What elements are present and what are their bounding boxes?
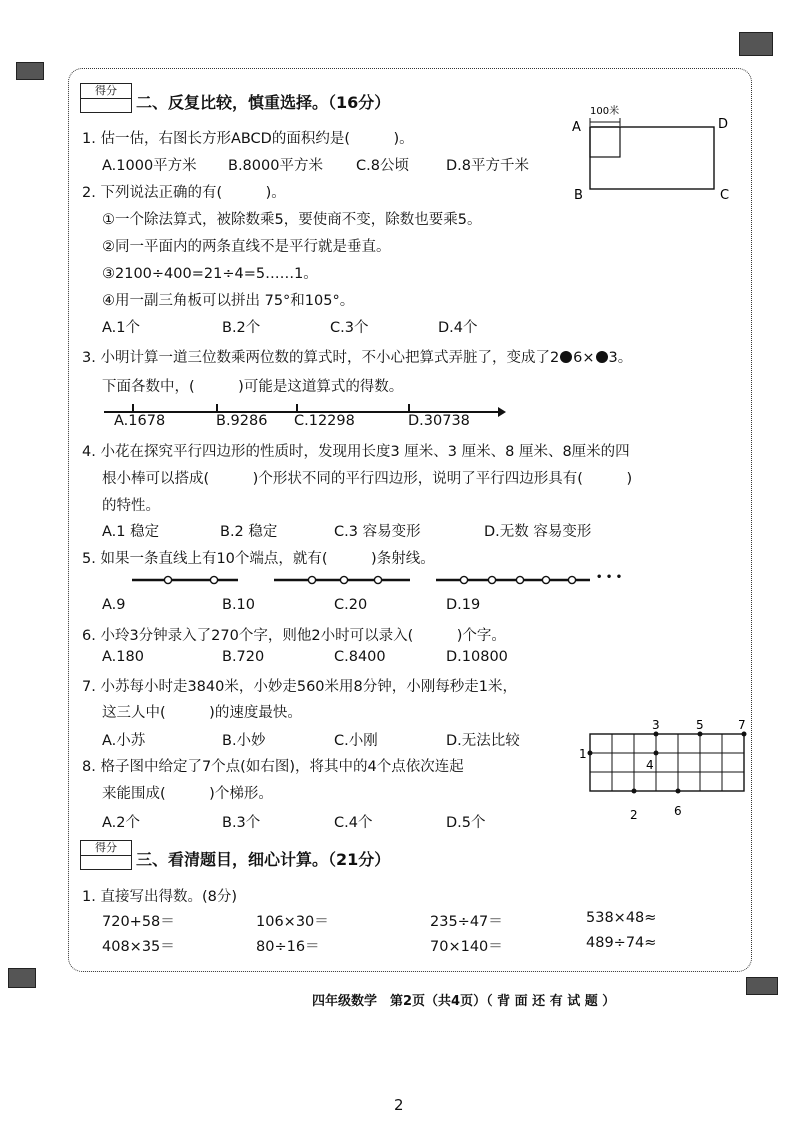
q5-text: 5. 如果一条直线上有10个端点，就有( )条射线。 xyxy=(82,551,435,567)
calc-item: 408×35＝ xyxy=(102,939,175,955)
q1-option-d[interactable]: D.8平方千米 xyxy=(446,158,529,174)
grid-label-4: 4 xyxy=(646,758,654,772)
q7-option-a[interactable]: A.小苏 xyxy=(102,733,146,749)
figure-label-a: A xyxy=(572,120,581,135)
q2-option-c[interactable]: C.3个 xyxy=(330,320,369,336)
q3-option-b[interactable]: B.9286 xyxy=(216,413,268,429)
corner-mark-top-right xyxy=(739,32,773,56)
q4-line3: 的特性。 xyxy=(102,498,160,514)
page-number: 2 xyxy=(394,1096,404,1114)
q3-line1-text: 3. 小明计算一道三位数乘两位数的算式时，不小心把算式弄脏了，变成了2 xyxy=(82,350,560,366)
q7-line2: 这三人中( )的速度最快。 xyxy=(102,705,302,721)
figure-label-b: B xyxy=(574,188,583,203)
q3-expr-end: 3。 xyxy=(608,350,633,366)
q3-line1 xyxy=(82,346,632,367)
grid-label-2: 2 xyxy=(630,808,638,822)
ink-blot-icon xyxy=(596,351,608,363)
grid-point-2 xyxy=(632,789,637,794)
grid-label-1: 1 xyxy=(579,747,587,761)
q2-statement-2: ②同一平面内的两条直线不是平行就是垂直。 xyxy=(102,239,391,255)
q8-line2: 来能围成( )个梯形。 xyxy=(102,786,273,802)
q8-line1: 8. 格子图中给定了7个点(如右图)，将其中的4个点依次连起 xyxy=(82,759,464,775)
calc-item: 489÷74≈ xyxy=(586,935,657,951)
number-line-tick xyxy=(296,404,298,412)
unit-square xyxy=(590,127,620,157)
calc-item: 70×140＝ xyxy=(430,939,503,955)
q8-option-a[interactable]: A.2个 xyxy=(102,815,140,831)
q5-option-b[interactable]: B.10 xyxy=(222,597,256,613)
q3-option-d[interactable]: D.30738 xyxy=(408,413,470,429)
score-box-section3 xyxy=(80,840,132,870)
number-line-tick xyxy=(216,404,218,412)
grid-label-7: 7 xyxy=(738,718,746,732)
q4-option-c[interactable]: C.3 容易变形 xyxy=(334,524,421,540)
grid-label-3: 3 xyxy=(652,718,660,732)
corner-mark-top-left xyxy=(16,62,44,80)
q5-option-a[interactable]: A.9 xyxy=(102,597,126,613)
q4-line1: 4. 小花在探究平行四边形的性质时，发现用长度3 厘米、3 厘米、8 厘米、8厘米的四 xyxy=(82,444,630,460)
page-footer: 四年级数学 第2页（共4页）（ 背 面 还 有 试 题 ） xyxy=(312,994,616,1009)
q5-point xyxy=(568,576,575,583)
calc-item: 720+58＝ xyxy=(102,914,175,930)
corner-mark-bottom-left xyxy=(8,968,36,988)
grid-outline xyxy=(590,734,744,791)
q8-option-d[interactable]: D.5个 xyxy=(446,815,486,831)
calc-item: 106×30＝ xyxy=(256,914,329,930)
grid-point-4 xyxy=(654,751,659,756)
q1-option-b[interactable]: B.8000平方米 xyxy=(228,158,323,174)
q2-statement-1: ①一个除法算式，被除数乘5，要使商不变，除数也要乘5。 xyxy=(102,212,482,228)
section3-q1-title: 1. 直接写出得数。(8分) xyxy=(82,889,237,905)
score-label: 得分 xyxy=(81,84,131,99)
grid-point-7 xyxy=(742,732,747,737)
q5-option-c[interactable]: C.20 xyxy=(334,597,368,613)
q3-line2: 下面各数中，( )可能是这道算式的得数。 xyxy=(102,379,404,395)
q2-text: 2. 下列说法正确的有( )。 xyxy=(82,185,286,201)
q8-option-c[interactable]: C.4个 xyxy=(334,815,373,831)
calc-item: 538×48≈ xyxy=(586,910,657,926)
number-line-arrow-icon xyxy=(498,407,506,417)
q5-ellipsis: • • • xyxy=(596,572,623,583)
q5-point xyxy=(308,576,315,583)
calc-item: 80÷16＝ xyxy=(256,939,320,955)
score-box-section2 xyxy=(80,83,132,113)
figure-label-100m: 100米 xyxy=(590,106,620,117)
q1-text: 1. 估一估，右图长方形ABCD的面积约是( )。 xyxy=(82,131,414,147)
corner-mark-bottom-right xyxy=(746,977,778,995)
q8-option-b[interactable]: B.3个 xyxy=(222,815,261,831)
q5-point xyxy=(488,576,495,583)
grid-label-6: 6 xyxy=(674,804,682,818)
q2-option-a[interactable]: A.1个 xyxy=(102,320,140,336)
q7-option-d[interactable]: D.无法比较 xyxy=(446,733,520,749)
q3-expr-mid: 6× xyxy=(573,350,595,366)
figure-label-c: C xyxy=(720,188,730,203)
q4-line2: 根小棒可以搭成( )个形状不同的平行四边形，说明了平行四边形具有( ) xyxy=(102,471,633,487)
q5-point xyxy=(164,576,171,583)
grid-point-5 xyxy=(698,732,703,737)
q5-point xyxy=(340,576,347,583)
q4-option-b[interactable]: B.2 稳定 xyxy=(220,524,278,540)
section2-title: 二、反复比较，慎重选择。（16分） xyxy=(136,93,391,112)
section3-title: 三、看清题目，细心计算。（21分） xyxy=(136,850,391,869)
q5-point xyxy=(374,576,381,583)
q5-point xyxy=(516,576,523,583)
q2-option-b[interactable]: B.2个 xyxy=(222,320,261,336)
q2-statement-3: ③2100÷400=21÷4=5……1。 xyxy=(102,266,318,282)
grid-label-5: 5 xyxy=(696,718,704,732)
q2-statement-4: ④用一副三角板可以拼出 75°和105°。 xyxy=(102,293,355,309)
calc-item: 235÷47＝ xyxy=(430,914,503,930)
q3-option-a[interactable]: A.1678 xyxy=(114,413,166,429)
q7-line1: 7. 小苏每小时走3840米，小妙走560米用8分钟，小刚每秒走1米， xyxy=(82,679,517,695)
q3-option-c[interactable]: C.12298 xyxy=(294,413,355,429)
q2-option-d[interactable]: D.4个 xyxy=(438,320,478,336)
q5-line-diagrams xyxy=(128,572,628,588)
q6-option-b[interactable]: B.720 xyxy=(222,649,265,665)
q4-option-a[interactable]: A.1 稳定 xyxy=(102,524,160,540)
grid-point-6 xyxy=(676,789,681,794)
number-line-tick xyxy=(132,404,134,412)
q8-grid-figure xyxy=(572,716,748,824)
rectangle-abcd-figure xyxy=(568,100,740,205)
q7-option-b[interactable]: B.小妙 xyxy=(222,733,266,749)
ink-blot-icon xyxy=(560,351,572,363)
q7-option-c[interactable]: C.小刚 xyxy=(334,733,378,749)
q6-option-a[interactable]: A.180 xyxy=(102,649,144,665)
rectangle-abcd xyxy=(590,127,714,189)
q4-option-d[interactable]: D.无数 容易变形 xyxy=(484,524,592,540)
q5-option-d[interactable]: D.19 xyxy=(446,597,481,613)
q1-option-a[interactable]: A.1000平方米 xyxy=(102,158,197,174)
q1-option-c[interactable]: C.8公顷 xyxy=(356,158,409,174)
q6-option-d[interactable]: D.10800 xyxy=(446,649,508,665)
score-label: 得分 xyxy=(81,841,131,856)
q5-point xyxy=(542,576,549,583)
number-line-tick xyxy=(408,404,410,412)
grid-point-1 xyxy=(588,751,593,756)
q6-option-c[interactable]: C.8400 xyxy=(334,649,386,665)
grid-point-3 xyxy=(654,732,659,737)
q5-point xyxy=(460,576,467,583)
q6-text: 6. 小玲3分钟录入了270个字，则他2小时可以录入( )个字。 xyxy=(82,628,506,644)
q5-point xyxy=(210,576,217,583)
figure-label-d: D xyxy=(718,117,729,132)
